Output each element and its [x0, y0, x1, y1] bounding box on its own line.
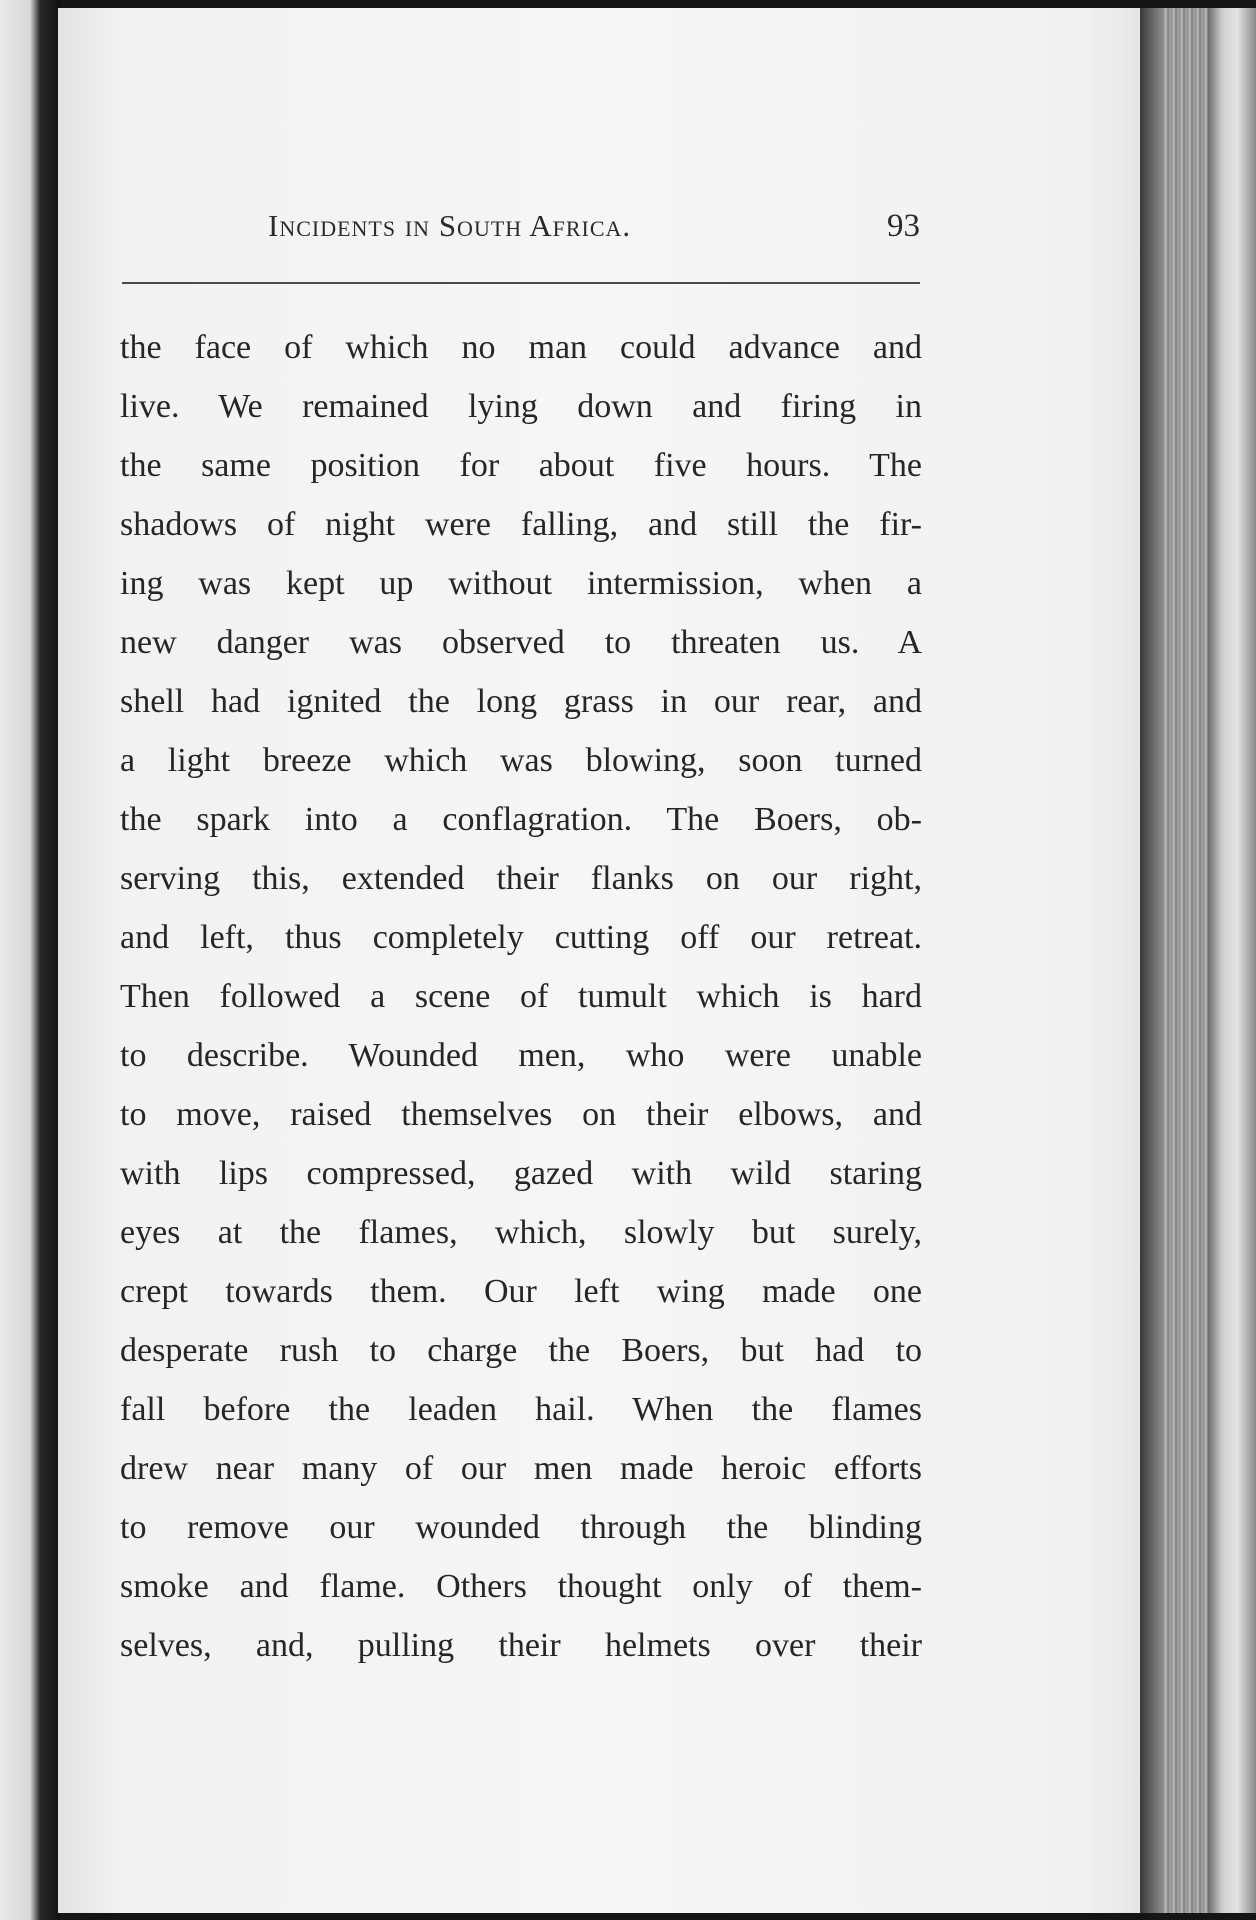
- edge-shadow: [1140, 8, 1164, 1913]
- text-line: Then followed a scene of tumult which is hard: [120, 978, 922, 1015]
- header-rule: [122, 282, 920, 284]
- text-line: to move, raised themselves on their elbows, and: [120, 1096, 922, 1133]
- text-line: to remove our wounded through the blinding: [120, 1509, 922, 1546]
- text-line: the same position for about five hours. The: [120, 447, 922, 484]
- text-line: shadows of night were falling, and still the fir-: [120, 506, 922, 543]
- text-line: a light breeze which was blowing, soon turned: [120, 742, 922, 779]
- text-line: and left, thus completely cutting off our retreat.: [120, 919, 922, 956]
- text-line: ing was kept up without intermission, when a: [120, 565, 922, 602]
- text-line: fall before the leaden hail. When the flames: [120, 1391, 922, 1428]
- book-cover-edge: [1208, 8, 1256, 1913]
- text-line: to describe. Wounded men, who were unable: [120, 1037, 922, 1074]
- text-line: new danger was observed to threaten us. A: [120, 624, 922, 661]
- text-line: drew near many of our men made heroic efforts: [120, 1450, 922, 1487]
- text-line: shell had ignited the long grass in our rear, and: [120, 683, 922, 720]
- text-line: the face of which no man could advance and: [120, 329, 922, 366]
- body-text: [120, 318, 922, 1675]
- text-line: with lips compressed, gazed with wild staring: [120, 1155, 922, 1192]
- text-line: the spark into a conflagration. The Boers, ob-: [120, 801, 922, 838]
- text-line: crept towards them. Our left wing made one: [120, 1273, 922, 1310]
- text-line: desperate rush to charge the Boers, but had to: [120, 1332, 922, 1369]
- running-title: Incidents in South Africa.: [268, 208, 632, 243]
- text-line: selves, and, pulling their helmets over their: [120, 1627, 922, 1664]
- running-header: [268, 208, 920, 264]
- text-line: live. We remained lying down and firing in: [120, 388, 922, 425]
- text-line: serving this, extended their flanks on our right,: [120, 860, 922, 897]
- left-page-edge: [0, 0, 60, 1920]
- text-line: smoke and flame. Others thought only of them-: [120, 1568, 922, 1605]
- book-page-edges: [1140, 8, 1256, 1913]
- page-number: 93: [887, 208, 920, 244]
- text-line: eyes at the flames, which, slowly but surely,: [120, 1214, 922, 1251]
